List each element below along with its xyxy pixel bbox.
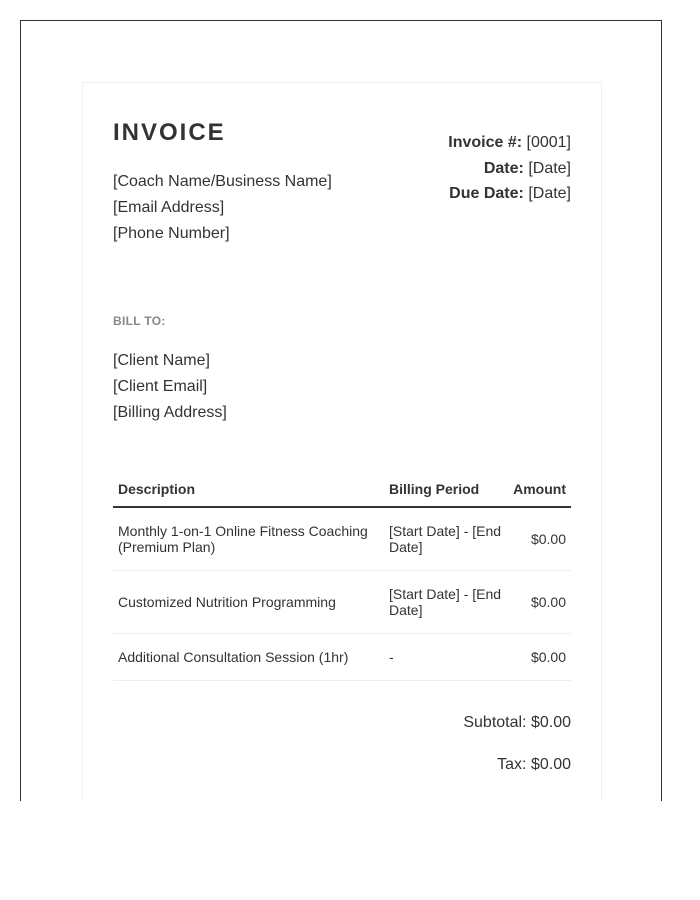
totals-block <box>463 711 571 795</box>
row-billing-period: [Start Date] - [End Date] <box>384 507 507 571</box>
row-description: Additional Consultation Session (1hr) <box>113 634 384 681</box>
document-viewport <box>20 20 662 801</box>
invoice-date-label: Date: <box>483 159 524 177</box>
table-row <box>113 507 571 571</box>
invoice-title: INVOICE <box>113 119 226 146</box>
invoice-date-line <box>448 156 571 182</box>
sender-phone: [Phone Number] <box>113 225 230 242</box>
sender-email: [Email Address] <box>113 199 225 216</box>
row-amount: $0.00 <box>507 634 571 681</box>
row-billing-period: [Start Date] - [End Date] <box>384 571 507 634</box>
subtotal-value: $0.00 <box>530 714 571 731</box>
row-amount: $0.00 <box>507 571 571 634</box>
row-description: Monthly 1-on-1 Online Fitness Coaching (Premium Plan) <box>113 507 384 571</box>
invoice-meta <box>448 130 571 207</box>
due-date-label: Due Date: <box>449 185 524 202</box>
sender-name: [Coach Name/Business Name] <box>113 173 332 190</box>
subtotal-line <box>463 711 571 753</box>
invoice-number-line <box>448 130 571 156</box>
subtotal-label: Subtotal: <box>463 714 527 731</box>
table-row <box>113 571 571 634</box>
client-details <box>113 348 227 426</box>
bill-to-label: BILL TO: <box>113 314 166 328</box>
due-date-value: [Date] <box>528 185 571 202</box>
table-row <box>113 634 571 681</box>
tax-label: Tax: <box>497 756 527 773</box>
client-email: [Client Email] <box>113 378 208 395</box>
header-amount: Amount <box>507 471 571 507</box>
due-date-line <box>448 181 571 207</box>
invoice-date-value: [Date] <box>528 159 571 177</box>
header-billing-period: Billing Period <box>384 471 507 507</box>
invoice-number-value: [0001] <box>526 134 571 151</box>
line-items-table <box>113 471 571 681</box>
header-description: Description <box>113 471 384 507</box>
tax-line <box>463 753 571 795</box>
table-header-row <box>113 471 571 507</box>
row-amount: $0.00 <box>507 507 571 571</box>
sender-details <box>113 169 332 247</box>
tax-value: $0.00 <box>530 756 571 773</box>
client-name: [Client Name] <box>113 352 210 369</box>
row-description: Customized Nutrition Programming <box>113 571 384 634</box>
row-billing-period: - <box>384 634 507 681</box>
invoice-number-label: Invoice #: <box>448 134 523 151</box>
client-address: [Billing Address] <box>113 404 227 421</box>
invoice-paper <box>82 82 602 801</box>
